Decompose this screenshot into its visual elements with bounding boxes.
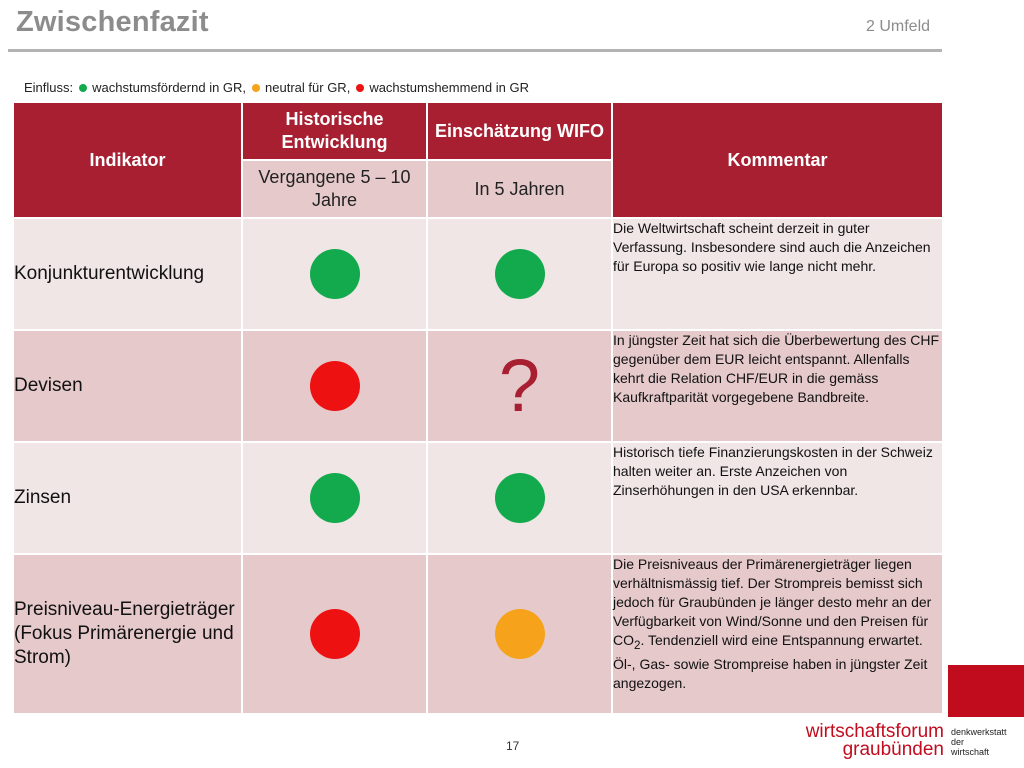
legend	[24, 80, 529, 95]
header-einschaetzung: Einschätzung WIFO	[427, 102, 612, 160]
legend-dot-red-icon	[356, 84, 364, 92]
slide-title: Zwischenfazit	[16, 6, 209, 38]
legend-label-red: wachstumshemmend in GR	[369, 80, 529, 95]
indicator-label: Devisen	[13, 330, 242, 442]
logo-wirtschaftsforum	[798, 723, 944, 759]
logo-line1: wirtschaftsforum	[805, 721, 944, 742]
header-kommentar: Kommentar	[612, 102, 943, 218]
table-row	[13, 218, 943, 330]
question-mark-icon: ?	[498, 344, 541, 427]
logo-denkwerkstatt: denkwerkstatt der wirtschaft	[951, 727, 1007, 757]
indicator-label: Preisniveau-Energieträger (Fokus Primärenergie und Strom)	[13, 554, 242, 714]
subheader-historisch: Vergangene 5 – 10 Jahre	[242, 160, 427, 218]
table-row	[13, 330, 943, 442]
section-label: 2 Umfeld	[866, 18, 931, 35]
header-historisch: Historische Entwicklung	[242, 102, 427, 160]
status-orange-icon	[495, 609, 545, 659]
page-number: 17	[506, 739, 520, 753]
comment-text: Die Preisniveaus der Primärenergieträger liegen verhältnismässig tief. Der Strompreis bemisst sich jedoch für Graubünden je länger desto mehr an der Verfügbarkeit von Wind/Sonne und den Preisen für $CO_2$. Tendenziell wird eine Entspannung erwartet. Öl-, Gas- sowie Strompreise haben in jüngster Zeit angezogen.	[612, 554, 943, 714]
title-divider	[8, 49, 942, 52]
status-red-icon	[310, 361, 360, 411]
comment-text: In jüngster Zeit hat sich die Überbewertung des CHF gegenüber dem EUR leicht entspannt. Allenfalls kehrt die Relation CHF/EUR in die gemäss Kaufkraftparität vorgegebene Bandbreite.	[612, 330, 943, 442]
status-green-icon	[310, 249, 360, 299]
indicator-label: Zinsen	[13, 442, 242, 554]
status-red-icon	[310, 609, 360, 659]
status-green-icon	[495, 249, 545, 299]
header-indikator: Indikator	[13, 102, 242, 218]
comment-text: Die Weltwirtschaft scheint derzeit in guter Verfassung. Insbesondere sind auch die Anzeichen für Europa so positiv wie lange nicht mehr.	[612, 218, 943, 330]
legend-label-orange: neutral für GR,	[265, 80, 351, 95]
subheader-einschaetzung: In 5 Jahren	[427, 160, 612, 218]
table-row	[13, 554, 943, 714]
legend-label-green: wachstumsfördernd in GR,	[92, 80, 247, 95]
legend-dot-green-icon	[79, 84, 87, 92]
logo-line2: graubünden	[842, 739, 944, 760]
indicator-label: Konjunkturentwicklung	[13, 218, 242, 330]
status-green-icon	[495, 473, 545, 523]
table-row	[13, 442, 943, 554]
status-green-icon	[310, 473, 360, 523]
legend-dot-orange-icon	[252, 84, 260, 92]
comment-text: Historisch tiefe Finanzierungskosten in der Schweiz halten weiter an. Erste Anzeichen von Zinserhöhungen in den USA erkennbar.	[612, 442, 943, 554]
indicator-table	[12, 101, 944, 715]
legend-prefix: Einfluss:	[24, 80, 74, 95]
logo-red-square	[948, 665, 1024, 717]
